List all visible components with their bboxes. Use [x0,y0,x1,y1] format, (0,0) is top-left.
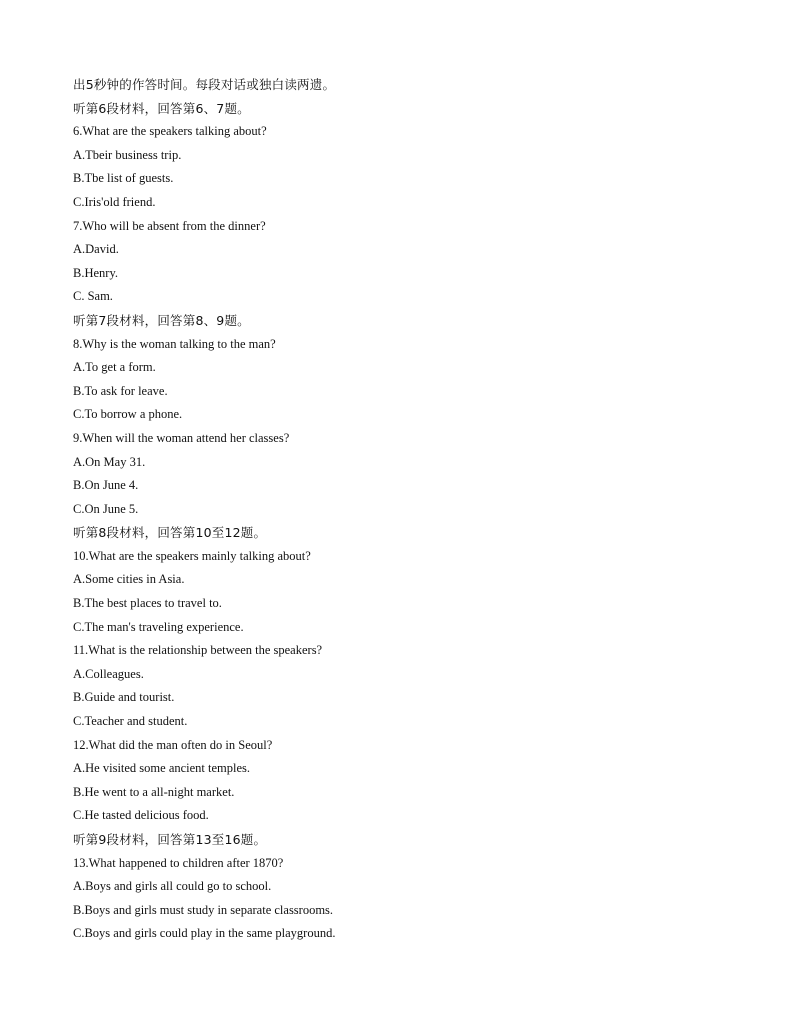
question-text: 7.Who will be absent from the dinner? [73,218,266,233]
answer-option: B.Boys and girls must study in separate classrooms. [73,902,334,917]
answer-option: A.Colleagues. [73,666,144,681]
answer-option: A.On May 31. [73,454,146,469]
answer-option: B.On June 4. [73,478,139,493]
answer-option: A.Boys and girls all could go to school. [73,879,272,894]
question-text: 12.What did the man often do in Seoul? [73,737,273,752]
answer-option: B.He went to a all-night market. [73,784,235,799]
answer-option: B.To ask for leave. [73,383,168,398]
answer-option: B.Guide and tourist. [73,690,175,705]
question-text: 11.What is the relationship between the speakers? [73,643,323,658]
answer-option: B.Henry. [73,265,119,280]
answer-option: C.To borrow a phone. [73,407,183,422]
answer-option: A.He visited some ancient temples. [73,761,251,776]
section-instruction: 听第6段材料，回答第6、7题。 [73,100,250,116]
answer-option: A.Some cities in Asia. [73,572,185,587]
question-text: 13.What happened to children after 1870? [73,855,284,870]
document-page [73,73,753,946]
section-instruction: 听第7段材料，回答第8、9题。 [73,312,250,328]
answer-option: C. Sam. [73,289,113,304]
question-text: 8.Why is the woman talking to the man? [73,336,276,351]
answer-option: C.Boys and girls could play in the same playground. [73,926,336,941]
answer-option: B.The best places to travel to. [73,596,222,611]
answer-option: A.David. [73,242,119,257]
question-text: 9.When will the woman attend her classes? [73,430,290,445]
question-text: 6.What are the speakers talking about? [73,124,267,139]
question-text: 10.What are the speakers mainly talking about? [73,548,311,563]
answer-option: B.Tbe list of guests. [73,171,174,186]
section-instruction: 出5秒钟的作答时间。每段对话或独白读两遗。 [73,77,336,92]
answer-option: C.Teacher and student. [73,714,188,729]
section-instruction: 听第9段材料，回答第13至16题。 [73,832,267,847]
answer-option: A.To get a form. [73,360,156,375]
answer-option: C.The man's traveling experience. [73,619,244,634]
answer-option: C.He tasted delicious food. [73,808,209,823]
answer-option: A.Tbeir business trip. [73,147,182,162]
section-instruction: 听第8段材料，回答第10至12题。 [73,525,267,541]
answer-option: C.Iris'old friend. [73,194,156,209]
answer-option: C.On June 5. [73,501,139,516]
